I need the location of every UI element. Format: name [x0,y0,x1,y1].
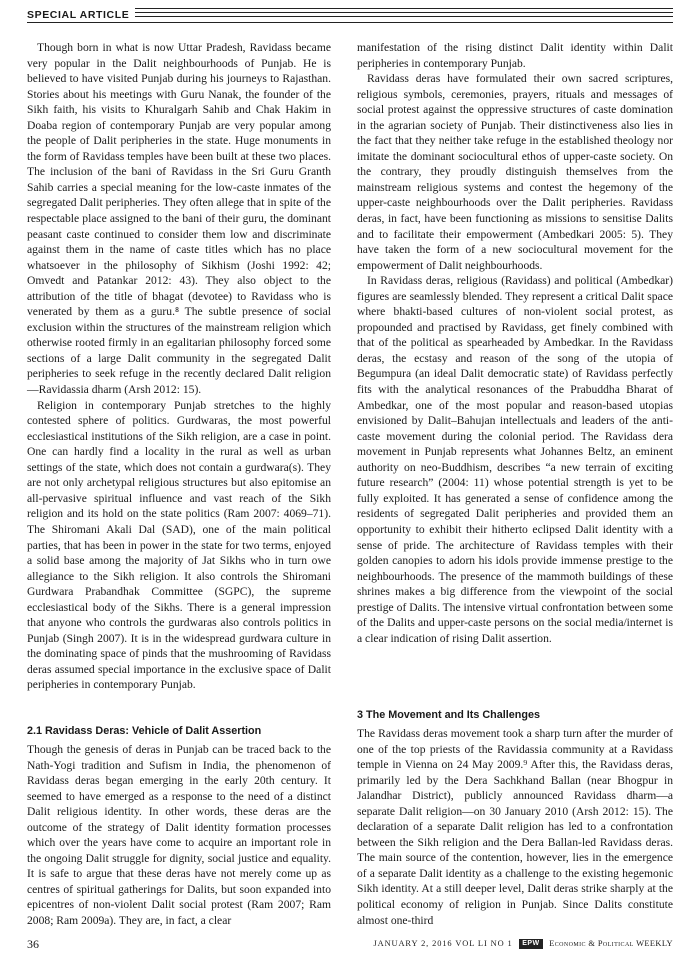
paragraph: Ravidass deras have formulated their own sacred scriptures, religious symbols, ceremonies, prayers, rituals and messages of social protest against the oppressive structures of caste domination in the agrarian society of Punjab. Their distinctiveness also lies in the fact that they neither take refuge in the established theology nor imitate the dominant sociocultural ethos of upper-caste society. On the contrary, they proudly distinguish themselves from the mainstream religious systems and contest the hegemony of the upper-caste neighbourhoods over the Dalit peripheries. Ravidass deras, in fact, have been functioning as missions to sensitise Dalits and to facilitate their empowerment (Ambedkari 2005: 5). They have taken the form of a new sociocultural movement for the empowerment of Dalit neighbourhoods. [357,72,673,272]
page-footer [27,937,673,953]
publication-name: Economic & Political WEEKLY [549,939,673,948]
page-header [27,8,673,30]
section-heading: 2.1 Ravidass Deras: Vehicle of Dalit Assertion [27,725,262,737]
section-heading: 3 The Movement and Its Challenges [357,709,540,721]
paragraph: Though the genesis of deras in Punjab can be traced back to the Nath-Yogi tradition and Sufism in India, the phenomenon of Ravidass deras began emerging in the early 20th century. It seemed to have emerged as a response to the need of a distinct Dalit religious identity. In other words, these deras are the outcome of the strategy of Dalit identity formation processes which over the years have come to acquire an important role in the ongoing Dalit struggle for dignity, social justice and equality. It is safe to argue that these deras have not merely come up as centres of spiritual gatherings for Dalits, but soon expanded into epicentres of non-violent Dalit social protest (Ram 2007; Ram 2008; Ram 2009a). They are, in fact, a clear [27,743,331,928]
paragraph: Though born in what is now Uttar Pradesh, Ravidass became very popular in the Dalit neighbourhoods of Punjab. He is believed to have visited Punjab during his journeys to Rajasthan. Stories about his meetings with Guru Nanak, the founder of the Sikh faith, his visits to Khuralgarh Sahib and Chak Hakim in Doaba region of contemporary Punjab are very popular among the people of Dalit peripheries in the state. Huge monuments in the form of Ravidass temples have been built at these two places. The inclusion of the bani of Ravidass in the Sri Guru Granth Sahib carries a special meaning for the low-caste inmates of the segregated Dalit peripheries. They often allege that in spite of the respectable place assigned to the bani of their guru, the dominant peasant caste continued to consider them low and discriminate against them in the name of caste titles which has no place whatsoever in the philosophy of Sikhism (Joshi 1992: 42; Omvedt and Patankar 2012: 43). They also object to the attribution of the title of bhagat (devotee) to Ravidass who is venerated by them as a guru.⁸ The subtle presence of social exclusion within the structures of the mainstream religion which otherwise rooted firmly in an egalitarian philosophy forced some sections of a large Dalit community in the segregated Dalit peripheries to seek refuge in the recently declared Dalit religion—Ravidassia dharm (Arsh 2012: 15). [27,41,331,397]
epw-badge: EPW [519,939,542,949]
left-column-lower [27,742,331,929]
page-number: 36 [27,937,39,951]
paragraph: The Ravidass deras movement took a sharp turn after the murder of one of the top priests of the Ravidassia community at a Ravidass temple in Vienna on 24 May 2009.⁹ After this, the Ravidass deras, primarily led by the Dera Sachkhand Ballan (near Bhogpur in Jalandhar District), publicly announced Ravidass dharm—a separate Dalit religion—on 30 January 2010 (Arsh 2012: 15). The declaration of a separate Dalit religion has led to a confrontation between the Sikh religion and the Dera Ballan-led Ravidass deras. The main source of the contention, however, lies in the emergence of a separate Dalit identity as a challenge to the existing hegemonic Sikh identity. At a still deeper level, Dalit deras strike sharply at the political economy of religion in Punjab. Since Dalits constitute almost one-third [357,727,673,927]
right-column-lower [357,726,673,928]
right-column [357,40,673,646]
footer-citation [373,939,673,949]
paragraph: manifestation of the rising distinct Dalit identity within Dalit peripheries in contemporary Punjab. [357,41,673,70]
header-rule [27,22,673,23]
paragraph: In Ravidass deras, religious (Ravidass) and political (Ambedkar) figures are seamlessly blended. They represent a critical Dalit space where bhakti-based cultures of non-violent social protest, as propounded and practised by Ravidass, get finely combined with that of the political as spearheaded by Ambedkar. In the Ravidass deras, the ecstasy and reason of the song of the utopia of Begumpura (an ideal Dalit democratic state) of Ravidass perfectly fits with the analytical resonances of the Prabuddha Bharat of Ambedkar, one of the most popular and reason-based utopias envisioned by Dalit–Bahujan intellectuals and leaders of the anti-caste movement during the colonial period. The Ravidass dera movement in Punjab represents what Johannes Beltz, an eminent authority on neo-Buddhism, describes “a new terrain of exciting future research” (2004: 11) whose potential strength is yet to be fully exploited. It has generated a sense of confidence among the residents of segregated Dalit peripheries and provided them an opportunity to exhibit their hitherto eclipsed Dalit identity with a sense of pride. The architecture of Ravidass temples with their golden canopies to adorn his idols provide immense prestige to the neighbourhoods. The presence of the mammoth buildings of these shrines makes a big difference from the viewpoint of the social prestige of Dalits. The intensive virtual confrontation between some of the Dalits and upper-caste persons on the social media/internet is a clear indication of rising Dalit assertion. [357,274,673,645]
section-label: SPECIAL ARTICLE [27,8,135,22]
paragraph: Religion in contemporary Punjab stretches to the highly contested sphere of politics. Gurdwaras, the most powerful ecclesiastical institutions of the Sikh religion, are a case in point. One can hardly find a locality in the rural as well as urban settings of the state, which does not contain a gurdwara(s). They are not only archetypal religious structures but also epitomise an all-pervasive spiritual influence and vast reach of the Sikh religion and its hold on the state politics (Ram 2007: 4069–71). The Shiromani Akali Dal (SAD), one of the main political parties, that has been in power in the state for two terms, enjoyed a solid base among the majority of Jat Sikhs who in turn owe allegiance to the Sikh religion. It also controls the Shiromani Gurdwara Prabandhak Committee (SGPC), the supreme ecclesiastical body of the Sikhs. There is a general impression that anyone who controls the gurdwaras also controls politics in Punjab (Singh 2007). It is in the widespread gurdwara culture in the dominating space of pinds that the mushrooming of Ravidass deras assumed special importance in the exclusive space of Dalit peripheries in contemporary Punjab. [27,398,331,692]
issue-date: JANUARY 2, 2016 VOL LI NO 1 [373,939,513,948]
left-column [27,40,331,693]
